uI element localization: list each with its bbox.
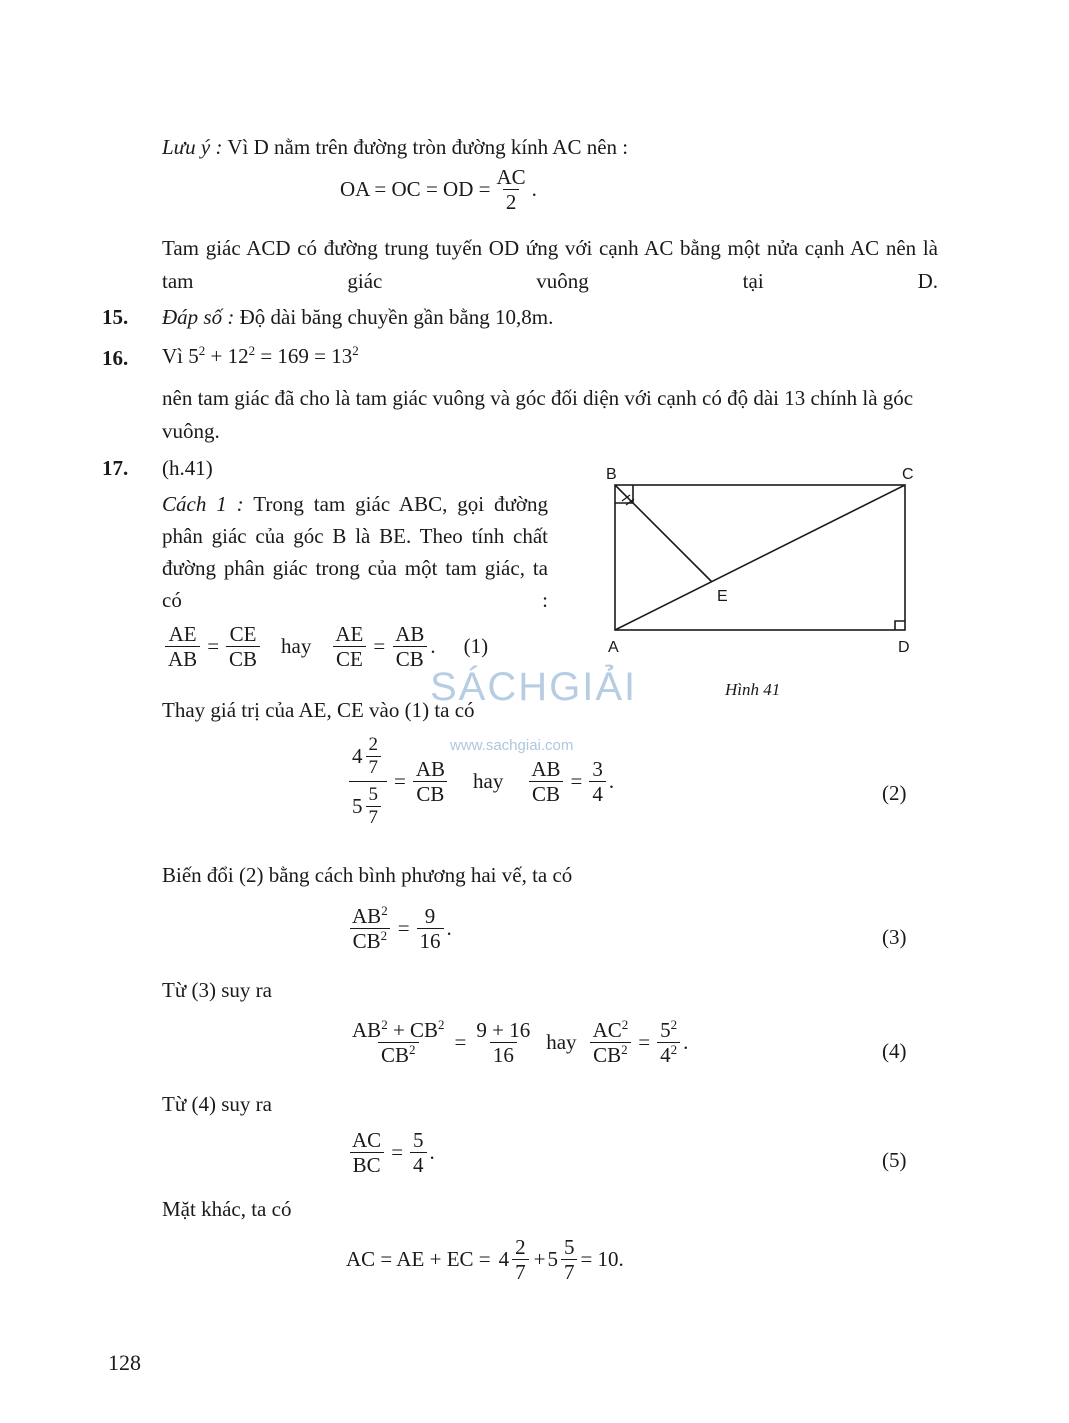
ex17-substitute-line: Thay giá trị của AE, CE vào (1) ta có (162, 698, 475, 722)
ex16-number: 16. (102, 346, 129, 370)
label-c: C (902, 466, 914, 483)
ex17-eq4: $\frac{AB^2 + CB^2}{CB^2}$ = $\frac{9 + 16}{16}$ hay $\frac{AC^2}{CB^2}$ = $\frac{5^2}{4^2}$ . (352, 1017, 689, 1068)
ex17-from3-line: Từ (3) suy ra (162, 978, 272, 1002)
figure-caption: Hình 41 (725, 680, 781, 699)
ex15-line (162, 305, 553, 330)
ex17-ref: (h.41) (162, 456, 213, 480)
ex15-label: Đáp số : (162, 305, 235, 329)
label-a: A (608, 639, 619, 656)
note-text: Vì D nằm trên đường tròn đường kính AC nên : (227, 135, 629, 159)
note-equation: OA = OC = OD = $\frac{AC}{2}$ . (340, 165, 537, 215)
ex17-method-paragraph (162, 488, 548, 616)
ex17-eq6: AC = AE + EC = 4 $\frac{2}{7}$ + 5 $\frac{5}{7}$ = 10. (346, 1235, 624, 1285)
ex17-eq3: $\frac{AB^2}{CB^2}$ = $\frac{9}{16}$ . (346, 904, 452, 953)
ex15-number: 15. (102, 305, 129, 329)
label-e: E (717, 588, 728, 605)
ex17-from4-line: Từ (4) suy ra (162, 1092, 272, 1116)
ex17-method-label: Cách 1 : (162, 492, 244, 516)
note-eq-fraction: $\frac{AC}{2}$ (496, 165, 526, 215)
figure-41 (590, 455, 930, 665)
ex17-square-line: Biến đổi (2) bằng cách bình phương hai vế, ta có (162, 863, 573, 887)
note-label: Lưu ý : (162, 135, 223, 159)
ex17-eq5-number: (5) (882, 1148, 907, 1172)
ex17-eq5: $\frac{AC}{BC}$ = $\frac{5}{4}$ . (346, 1128, 435, 1177)
ex15-text: Độ dài băng chuyền gần bằng 10,8m. (239, 305, 554, 329)
label-b: B (606, 466, 617, 483)
ex17-number: 17. (102, 456, 129, 480)
ex16-paragraph: nên tam giác đã cho là tam giác vuông và góc đối diện với cạnh có độ dài 13 chính là góc vuông. (162, 386, 914, 443)
ex17-eq2-number: (2) (882, 781, 907, 805)
ex17-method-text: Trong tam giác ABC, gọi đường phân giác của góc B là BE. Theo tính chất đường phân giác trong của một tam giác, ta có : (162, 492, 549, 612)
note-paragraph: Tam giác ACD có đường trung tuyến OD ứng với cạnh AC bằng một nửa cạnh AC nên là tam giác vuông tại D. (162, 236, 938, 293)
note-line (162, 135, 628, 160)
ex17-eq1-number: (1) (463, 634, 489, 659)
right-angle-d-mark (895, 621, 905, 630)
watermark-url: www.sachgiai.com (450, 737, 574, 754)
ex16-equation: Vì $5^2 + 12^2 = 169 = 13^2$ (162, 343, 359, 368)
page-number: 128 (108, 1350, 141, 1375)
ex17-eq1: $\frac{AE}{AB}$ = $\frac{CE}{CB}$ hay $\frac{AE}{CE}$ = $\frac{AB}{CB}$ . (1) (162, 622, 488, 671)
watermark-logo: SÁCHGIẢI (430, 665, 638, 709)
note-eq-left: OA = OC = OD = (340, 177, 491, 202)
ex17-eq2: 4 $\frac{2}{7}$ 5 $\frac{5}{7}$ = $\frac{AB}{CB}$ hay $\frac{AB}{CB}$ = $\frac{3}{4}$ . (346, 734, 614, 828)
diagonal-ac (615, 485, 905, 630)
ex17-eq4-number: (4) (882, 1039, 907, 1063)
ex17-other-line: Mặt khác, ta có (162, 1197, 292, 1221)
label-d: D (898, 639, 910, 656)
ex17-eq3-number: (3) (882, 925, 907, 949)
bisector-be (615, 485, 712, 582)
